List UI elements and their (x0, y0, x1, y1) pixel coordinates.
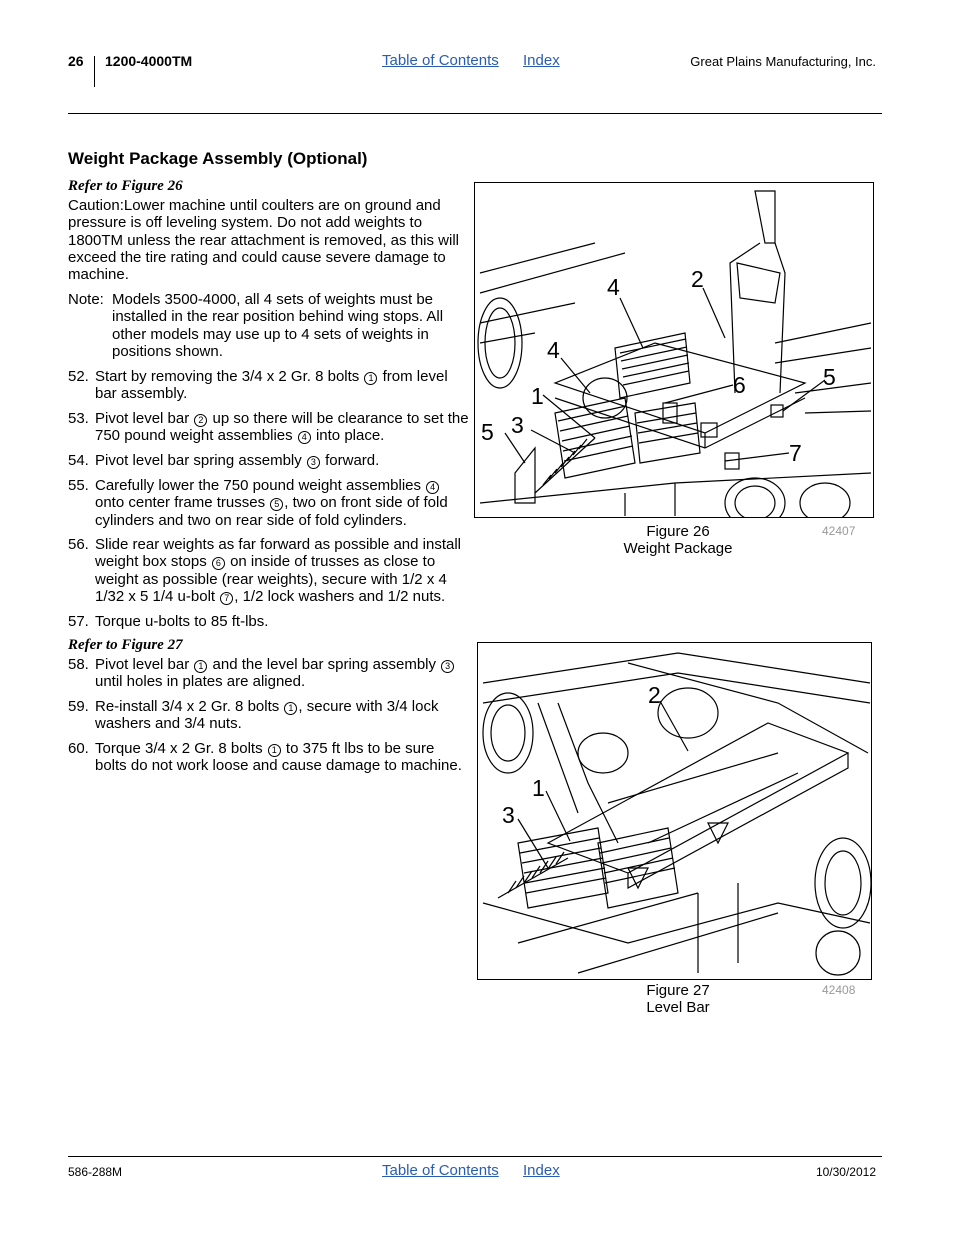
callout-ref: 7 (220, 592, 233, 605)
model-title: 1200-4000TM (105, 53, 193, 69)
callout-7: 7 (789, 440, 802, 466)
step-text: , two on front side of fold cylinders and two on rear side of fold cylinders. (95, 494, 448, 529)
callout-3: 3 (502, 802, 515, 828)
figure-26-id: 42407 (822, 524, 856, 538)
step-text: until holes in plates are aligned. (95, 673, 306, 691)
step-text: Pivot level bar spring assembly (95, 452, 306, 469)
callout-ref: 1 (284, 702, 297, 715)
callout-ref: 6 (212, 557, 225, 570)
step-number: 52. (68, 368, 89, 385)
step-56 (68, 536, 470, 605)
step-number: 60. (68, 740, 89, 757)
step-number: 53. (68, 410, 89, 427)
weight-package-illustration (475, 183, 873, 517)
step-number: 57. (68, 613, 89, 630)
footer-toc-link[interactable]: Table of Contents (382, 1162, 499, 1179)
step-52 (68, 368, 470, 403)
callout-2: 2 (648, 682, 661, 708)
callout-ref: 3 (307, 456, 320, 469)
callout-1: 1 (532, 775, 545, 801)
refer-figure-26: Refer to Figure 26 (68, 178, 183, 194)
note-text: Models 3500-4000, all 4 sets of weights must be installed in the rear position behind wing stops. All other models may use up to 4 sets of weights in positions shown. (112, 291, 444, 360)
note-label: Note: (68, 291, 104, 308)
callout-3: 3 (511, 412, 524, 438)
step-text: Re-install 3/4 x 2 Gr. 8 bolts (95, 698, 284, 715)
figure-27-caption (596, 982, 760, 1016)
step-number: 59. (68, 698, 89, 715)
step-number: 55. (68, 477, 89, 494)
doc-number: 586-288M (68, 1165, 123, 1179)
step-text: on inside of trusses as close to weight as possible (rear weights), secure with 1/2 x 4 1/32 x 5 1/4 u-bolt (95, 553, 447, 605)
figure-26-number: Figure 26 (646, 523, 710, 540)
step-text: from level bar assembly. (95, 368, 448, 403)
figure-26-image (474, 182, 874, 518)
callout-ref: 4 (426, 481, 439, 494)
callout-4b: 4 (547, 337, 560, 363)
callout-ref: 4 (298, 431, 311, 444)
callout-ref: 2 (194, 414, 207, 427)
step-text: up so there will be clearance to set the 750 pound weight assemblies (95, 410, 469, 445)
figure-27-image (477, 642, 872, 980)
level-bar-illustration (478, 643, 871, 979)
step-number: 58. (68, 656, 89, 673)
step-57 (68, 613, 470, 630)
footer-index-link[interactable]: Index (523, 1162, 560, 1179)
step-text: , secure with 3/4 lock washers and 3/4 nuts. (95, 698, 439, 733)
step-59 (68, 698, 470, 733)
callout-2: 2 (691, 266, 704, 292)
doc-date: 10/30/2012 (815, 1165, 876, 1179)
figure-27-number: Figure 27 (646, 982, 710, 999)
step-number: 54. (68, 452, 89, 469)
step-text: Pivot level bar (95, 656, 194, 673)
step-text: onto center frame trusses (95, 494, 270, 512)
figure-26-title: Weight Package (623, 540, 733, 557)
refer-figure-27: Refer to Figure 27 (68, 637, 183, 653)
figure-26-caption (596, 523, 760, 557)
header-index-link[interactable]: Index (523, 52, 560, 69)
step-text: Slide rear weights as far forward as possible and install weight box stops (95, 536, 462, 571)
header-rule (68, 113, 882, 114)
callout-5b: 5 (481, 419, 494, 445)
step-text: Torque u-bolts to 85 ft-lbs. (95, 613, 269, 630)
figure-27-title: Level Bar (646, 999, 710, 1016)
step-55 (68, 477, 470, 529)
callout-ref: 1 (268, 744, 281, 757)
callout-1: 1 (531, 383, 544, 409)
footer-rule (68, 1156, 882, 1157)
callout-ref: 1 (194, 660, 207, 673)
step-text: Torque 3/4 x 2 Gr. 8 bolts (95, 740, 267, 757)
note-block (68, 291, 472, 360)
step-number: 56. (68, 536, 89, 553)
step-text: into place. (311, 427, 385, 445)
step-text: Start by removing the 3/4 x 2 Gr. 8 bolts (95, 368, 364, 385)
step-text: , 1/2 lock washers and 1/2 nuts. (234, 587, 446, 605)
header-divider (94, 56, 95, 87)
callout-6: 6 (733, 372, 746, 398)
callout-ref: 5 (270, 498, 283, 511)
step-58 (68, 656, 470, 691)
step-53 (68, 410, 470, 445)
company-name: Great Plains Manufacturing, Inc. (690, 54, 876, 69)
page-number: 26 (68, 53, 84, 69)
step-text: forward. (320, 452, 380, 469)
section-title: Weight Package Assembly (Optional) (68, 149, 368, 168)
callout-ref: 3 (441, 660, 454, 673)
callout-ref: 1 (364, 372, 377, 385)
step-54 (68, 452, 470, 469)
callout-5a: 5 (823, 364, 836, 390)
caution-text: Caution:Lower machine until coulters are on ground and pressure is off leveling system. Do not add weights to 1800TM unless the rear attachment is removed, as this will exceed the tire rating and could cause severe damage to machine. (68, 197, 460, 284)
step-60 (68, 740, 470, 775)
callout-4a: 4 (607, 274, 620, 300)
step-text: Pivot level bar (95, 410, 194, 427)
header-toc-link[interactable]: Table of Contents (382, 52, 499, 69)
step-text: Carefully lower the 750 pound weight assemblies (95, 477, 426, 494)
step-text: and the level bar spring assembly (208, 656, 441, 673)
figure-27-id: 42408 (822, 983, 856, 997)
step-text: to 375 ft lbs to be sure bolts do not work loose and cause damage to machine. (95, 740, 462, 775)
